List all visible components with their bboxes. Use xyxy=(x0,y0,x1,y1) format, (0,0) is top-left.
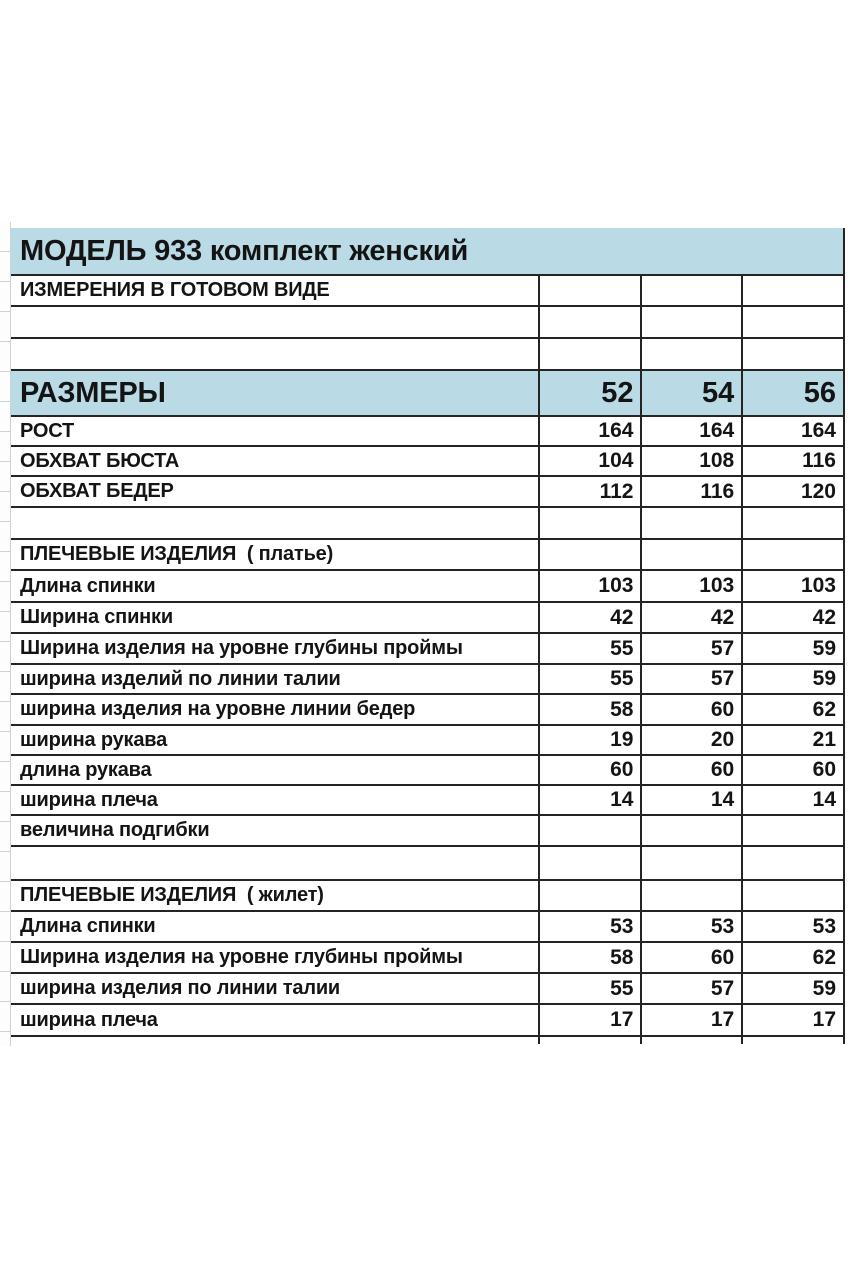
row-value xyxy=(640,508,741,538)
row-value: 60 xyxy=(538,756,641,784)
table-row-empty xyxy=(11,339,845,371)
table-title: МОДЕЛЬ 933 комплект женский xyxy=(20,234,469,267)
row-value: 164 xyxy=(741,417,843,445)
row-label: РАЗМЕРЫ xyxy=(11,371,538,415)
row-value xyxy=(741,508,843,538)
row-value xyxy=(741,540,843,569)
row-value: 120 xyxy=(741,477,843,506)
table-row-empty xyxy=(11,307,845,339)
row-value xyxy=(741,276,843,305)
row-value: 17 xyxy=(640,1005,741,1035)
row-value: 42 xyxy=(640,603,741,632)
row-value: 42 xyxy=(538,603,641,632)
row-value: 53 xyxy=(538,912,641,941)
row-value: 104 xyxy=(538,447,641,475)
table-row-data xyxy=(11,756,845,786)
row-value: 57 xyxy=(640,665,741,693)
row-value: 14 xyxy=(741,786,843,814)
grid-stub-row xyxy=(11,1037,845,1044)
row-value: 57 xyxy=(640,634,741,663)
row-value: 42 xyxy=(741,603,843,632)
row-value xyxy=(741,307,843,337)
table-row-data xyxy=(11,1005,845,1037)
grid-stub-label-cell xyxy=(11,1037,538,1044)
table-row-sizes xyxy=(11,371,845,417)
row-label: ширина изделий по линии талии xyxy=(20,667,341,690)
row-value xyxy=(538,881,641,910)
row-value: 55 xyxy=(538,665,641,693)
row-value: 103 xyxy=(538,571,641,601)
row-label: длина рукава xyxy=(20,758,152,781)
row-value xyxy=(640,339,741,369)
row-value: 58 xyxy=(538,943,641,972)
row-value: 59 xyxy=(741,665,843,693)
row-value: 55 xyxy=(538,974,641,1003)
row-value: 60 xyxy=(640,756,741,784)
row-value xyxy=(640,816,741,845)
row-value: 57 xyxy=(640,974,741,1003)
row-label: ширина изделия на уровне линии бедер xyxy=(20,698,416,720)
row-label: ПЛЕЧЕВЫЕ ИЗДЕЛИЯ ( жилет) xyxy=(20,884,324,906)
row-label: Ширина изделия на уровне глубины проймы xyxy=(20,946,463,968)
row-value: 116 xyxy=(640,477,741,506)
size-chart-table xyxy=(11,228,845,1044)
row-value: 53 xyxy=(741,912,843,941)
row-value xyxy=(538,508,641,538)
table-row-data xyxy=(11,974,845,1005)
row-label: величина подгибки xyxy=(20,819,210,841)
row-label xyxy=(11,339,538,369)
row-label: ширина плеча xyxy=(20,788,158,811)
row-value: 62 xyxy=(741,695,843,724)
table-row-data xyxy=(11,417,845,447)
table-row-data xyxy=(11,816,845,847)
row-label: ширина плеча xyxy=(20,1008,158,1031)
table-row-data xyxy=(11,634,845,665)
row-value xyxy=(741,339,843,369)
table-row-data xyxy=(11,447,845,477)
row-value: 20 xyxy=(640,726,741,754)
size-column-header: 54 xyxy=(640,371,741,415)
table-row-empty xyxy=(11,847,845,881)
row-label: ОБХВАТ БЕДЕР xyxy=(20,480,174,502)
row-value xyxy=(538,540,641,569)
sheet-left-gutter xyxy=(0,222,11,1046)
row-value: 60 xyxy=(741,756,843,784)
row-value xyxy=(538,339,641,369)
table-row-empty xyxy=(11,508,845,540)
row-value xyxy=(640,307,741,337)
row-value: 17 xyxy=(538,1005,641,1035)
row-value: 53 xyxy=(640,912,741,941)
row-label: Длина спинки xyxy=(20,915,156,937)
table-row-data xyxy=(11,571,845,603)
table-row-data xyxy=(11,477,845,508)
row-label: ширина рукава xyxy=(20,728,167,751)
row-value: 103 xyxy=(741,571,843,601)
table-row-data xyxy=(11,943,845,974)
row-label: РОСТ xyxy=(20,419,74,442)
row-value: 116 xyxy=(741,447,843,475)
size-column-header: 56 xyxy=(741,371,843,415)
row-value xyxy=(741,847,843,879)
row-label: ПЛЕЧЕВЫЕ ИЗДЕЛИЯ ( платье) xyxy=(20,543,334,565)
table-row-section xyxy=(11,540,845,571)
grid-stub-cell xyxy=(640,1037,741,1044)
row-value: 59 xyxy=(741,634,843,663)
row-value xyxy=(640,847,741,879)
row-value: 164 xyxy=(640,417,741,445)
size-column-header: 52 xyxy=(538,371,641,415)
row-label: Длина спинки xyxy=(20,574,156,597)
table-row-data xyxy=(11,665,845,695)
row-label: ОБХВАТ БЮСТА xyxy=(20,449,180,472)
row-value: 14 xyxy=(640,786,741,814)
grid-stub-cell xyxy=(741,1037,843,1044)
row-value: 60 xyxy=(640,695,741,724)
row-value xyxy=(640,881,741,910)
row-value: 112 xyxy=(538,477,641,506)
row-value xyxy=(741,816,843,845)
row-value: 55 xyxy=(538,634,641,663)
row-value: 17 xyxy=(741,1005,843,1035)
row-value xyxy=(538,847,641,879)
table-row-subtitle xyxy=(11,276,845,307)
row-label xyxy=(11,307,538,337)
table-row-data xyxy=(11,912,845,943)
table-row-data xyxy=(11,786,845,816)
row-label xyxy=(11,847,538,879)
row-value: 60 xyxy=(640,943,741,972)
table-body xyxy=(11,276,845,1037)
row-value xyxy=(640,540,741,569)
row-value: 164 xyxy=(538,417,641,445)
table-row-section xyxy=(11,881,845,912)
row-value: 103 xyxy=(640,571,741,601)
row-value: 62 xyxy=(741,943,843,972)
row-label: ИЗМЕРЕНИЯ В ГОТОВОМ ВИДЕ xyxy=(20,279,330,301)
row-label: Ширина спинки xyxy=(20,606,173,628)
table-row-data xyxy=(11,726,845,756)
row-value: 108 xyxy=(640,447,741,475)
row-value xyxy=(538,276,641,305)
table-title-row xyxy=(11,228,845,276)
row-value: 19 xyxy=(538,726,641,754)
row-label: Ширина изделия на уровне глубины проймы xyxy=(20,637,463,659)
row-value: 14 xyxy=(538,786,641,814)
row-label: ширина изделия по линии талии xyxy=(20,977,341,999)
row-value: 58 xyxy=(538,695,641,724)
row-value xyxy=(538,816,641,845)
grid-stub-cell xyxy=(538,1037,641,1044)
row-label xyxy=(11,508,538,538)
table-row-data xyxy=(11,603,845,634)
table-row-data xyxy=(11,695,845,726)
row-value: 59 xyxy=(741,974,843,1003)
row-value xyxy=(538,307,641,337)
row-value: 21 xyxy=(741,726,843,754)
row-value xyxy=(640,276,741,305)
row-value xyxy=(741,881,843,910)
